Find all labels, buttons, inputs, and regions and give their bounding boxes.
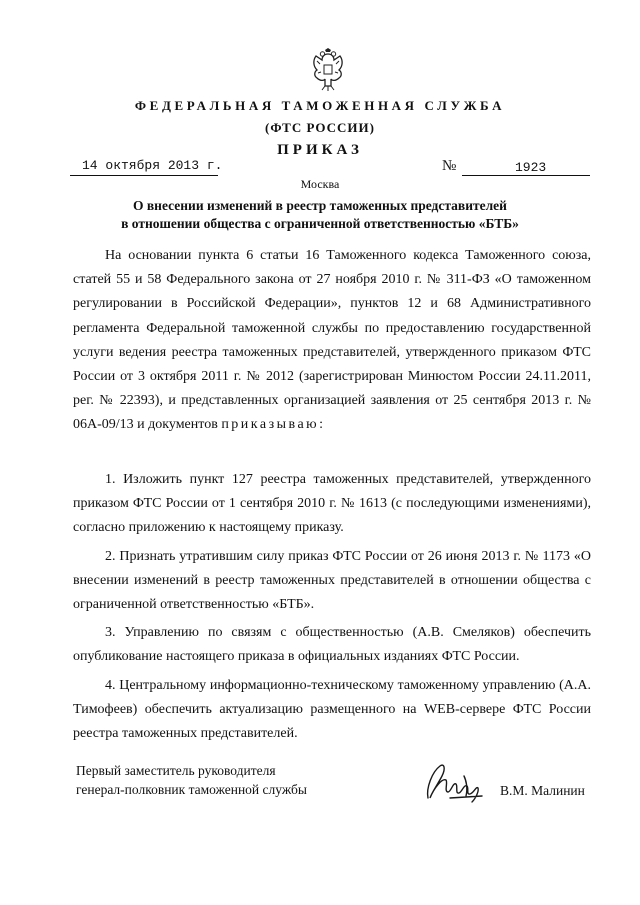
- signer-title-line-2: генерал-полковник таможенной службы: [76, 782, 307, 797]
- city: Москва: [300, 177, 340, 191]
- order-item-4: 4. Центральному информационно-техническому таможенному управлению (А.А. Тимофеев) обеспечить актуализацию размещенного на WEB-сервере ФТС России реестра таможенных представителей.: [73, 677, 591, 742]
- number-underline: [462, 175, 590, 176]
- order-item-3: 3. Управлению по связям с общественностью (А.В. Смеляков) обеспечить опубликование настоящего приказа в официальных изданиях ФТС России.: [73, 625, 591, 665]
- preamble: [73, 244, 591, 438]
- handwritten-signature: [420, 758, 490, 808]
- subject-line-2: в отношении общества с ограниченной ответственностью «БТБ»: [121, 216, 519, 231]
- signer-title-line-1: Первый заместитель руководителя: [76, 763, 276, 778]
- preamble-text: На основании пункта 6 статьи 16 Таможенного кодекса Таможенного союза, статей 55 и 58 Федерального закона от 27 ноября 2010 г. № 311-ФЗ «О таможенном регулировании в Российской Федерации», пунктов 12 и 68 Административного регламента Федеральной таможенной службы по предоставлению государственной услуги ведения реестра таможенных представителей, утвержденного приказом ФТС России от 3 октября 2011 г. № 2012 (зарегистрирован Минюстом России 24.11.2011, рег. № 22393), и представленных организацией заявления от 25 сентября 2013 г. № 06А-09/13 и документов: [73, 248, 591, 433]
- order-word: приказываю:: [221, 417, 326, 433]
- number-sign: №: [442, 158, 457, 174]
- order-items: [73, 468, 591, 750]
- order-item-1: 1. Изложить пункт 127 реестра таможенных представителей, утвержденного приказом ФТС России от 1 сентября 2010 г. № 1613 (с последующими изменениями), согласно приложению к настоящему приказу.: [73, 472, 591, 536]
- russian-coat-of-arms-icon: [308, 48, 348, 92]
- date-underline: [70, 175, 218, 176]
- signer-name: В.М. Малинин: [500, 783, 585, 798]
- agency-abbreviation: (ФТС РОССИИ): [265, 120, 375, 135]
- agency-name: ФЕДЕРАЛЬНАЯ ТАМОЖЕННАЯ СЛУЖБА: [134, 98, 506, 113]
- order-item-2: 2. Признать утратившим силу приказ ФТС России от 26 июня 2013 г. № 1173 «О внесении изменений в реестр таможенных представителей в отношении общества с ограниченной ответственностью «БТБ».: [73, 548, 591, 613]
- subject-line-1: О внесении изменений в реестр таможенных представителей: [133, 198, 507, 213]
- order-number: 1923: [515, 160, 547, 175]
- order-date: 14 октября 2013 г.: [82, 158, 223, 173]
- document-type-title: ПРИКАЗ: [277, 142, 363, 158]
